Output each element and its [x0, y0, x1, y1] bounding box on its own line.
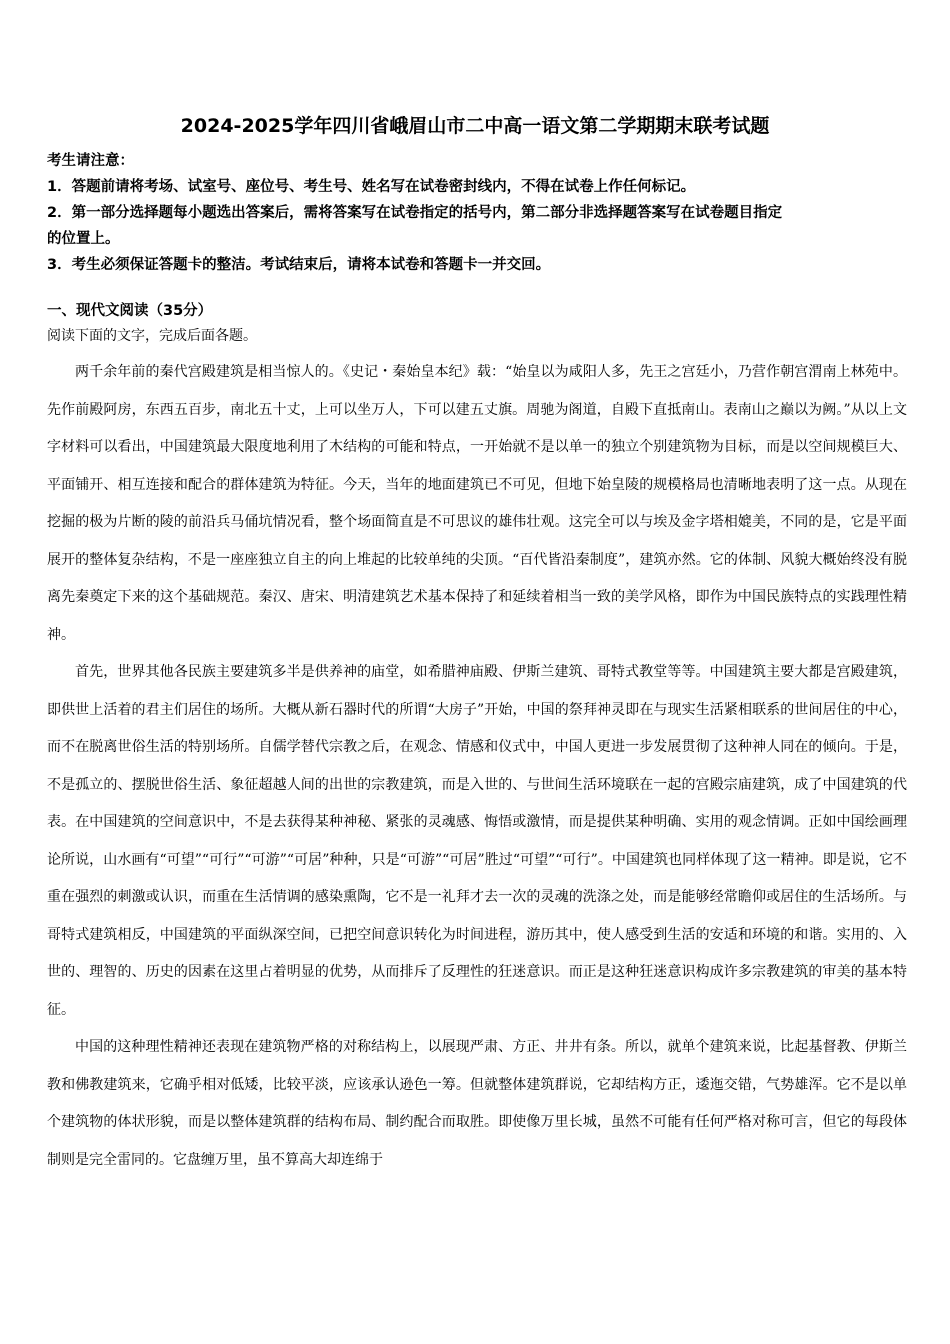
reading-instruction: 阅读下面的文字，完成后面各题。: [47, 328, 257, 344]
passage-paragraph-2: 首先，世界其他各民族主要建筑多半是供养神的庙堂，如希腊神庙殿、伊斯兰建筑、哥特式教堂等等。中国建筑主要大都是宫殿建筑，即供世上活着的君主们居住的场所。大概从新石器时代的所谓“大房子”开始，中国的祭拜神灵即在与现实生活紧相联系的世间居住的中心，而不在脱离世俗生活的特别场所。自儒学替代宗教之后，在观念、情感和仪式中，中国人更进一步发展贯彻了这种神人同在的倾向。于是，不是孤立的、摆脱世俗生活、象征超越人间的出世的宗教建筑，而是入世的、与世间生活环境联在一起的宫殿宗庙建筑，成了中国建筑的代表。在中国建筑的空间意识中，不是去获得某种神秘、紧张的灵魂感、悔悟或激情，而是提供某种明确、实用的观念情调。正如中国绘画理论所说，山水画有“可望”“可行”“可游”“可居”种种，只是“可游”“可居”胜过“可望”“可行”。中国建筑也同样体现了这一精神。即是说，它不重在强烈的刺激或认识，而重在生活情调的感染熏陶，它不是一礼拜才去一次的灵魂的洗涤之处，而是能够经常瞻仰或居住的生活场所。与哥特式建筑相反，中国建筑的平面纵深空间，已把空间意识转化为时间进程，游历其中，使人感受到生活的安适和环境的和谐。实用的、入世的、理智的、历史的因素在这里占着明显的优势，从而排斥了反理性的狂迷意识。而正是这种狂迷意识构成许多宗教建筑的审美的基本特征。: [47, 664, 907, 1018]
notes-heading: 考生请注意：: [47, 153, 134, 169]
note-item-2: 2．第一部分选择题每小题选出答案后，需将答案写在试卷指定的括号内，第二部分非选择题答案写在试卷题目指定: [47, 205, 783, 221]
passage-paragraph-1: 两千余年前的秦代宫殿建筑是相当惊人的。《史记・秦始皇本纪》载：“始皇以为咸阳人多，先王之宫廷小，乃营作朝宫渭南上林苑中。先作前殿阿房，东西五百步，南北五十丈，上可以坐万人，下可以建五丈旗。周驰为阁道，自殿下直抵南山。表南山之巅以为阙。”从以上文字材料可以看出，中国建筑最大限度地利用了木结构的可能和特点，一开始就不是以单一的独立个别建筑物为目标，而是以空间规模巨大、平面铺开、相互连接和配合的群体建筑为特征。今天，当年的地面建筑已不可见，但地下始皇陵的规模格局也清晰地表明了这一点。从现在挖掘的极为片断的陵的前沿兵马俑坑情况看，整个场面简直是不可思议的雄伟壮观。这完全可以与埃及金字塔相媲美，不同的是，它是平面展开的整体复杂结构，不是一座座独立自主的向上堆起的比较单纯的尖顶。“百代皆沿秦制度”，建筑亦然。它的体制、风貌大概始终没有脱离先秦奠定下来的这个基础规范。秦汉、唐宋、明清建筑艺术基本保持了和延续着相当一致的美学风格，即作为中国民族特点的实践理性精神。: [47, 364, 907, 643]
section-heading: 一、现代文阅读（35分）: [47, 303, 213, 319]
reading-passage: [47, 354, 907, 1179]
candidate-notes: [47, 148, 907, 278]
exam-title: 2024-2025学年四川省峨眉山市二中高一语文第二学期期末联考试题: [180, 115, 770, 137]
passage-paragraph-3: 中国的这种理性精神还表现在建筑物严格的对称结构上，以展现严肃、方正、井井有条。所以，就单个建筑来说，比起基督教、伊斯兰教和佛教建筑来，它确乎相对低矮，比较平淡，应该承认逊色一筹。但就整体建筑群说，它却结构方正，逶迤交错，气势雄浑。它不是以单个建筑物的体状形貌，而是以整体建筑群的结构布局、制约配合而取胜。即使像万里长城，虽然不可能有任何严格对称可言，但它的每段体制则是完全雷同的。它盘缠万里，虽不算高大却连绵于: [47, 1039, 907, 1168]
note-item-3: 3．考生必须保证答题卡的整洁。考试结束后，请将本试卷和答题卡一并交回。: [47, 257, 551, 273]
note-item-1: 1．答题前请将考场、试室号、座位号、考生号、姓名写在试卷密封线内，不得在试卷上作任何标记。: [47, 179, 696, 195]
note-item-2-continued: 的位置上。: [47, 231, 120, 247]
